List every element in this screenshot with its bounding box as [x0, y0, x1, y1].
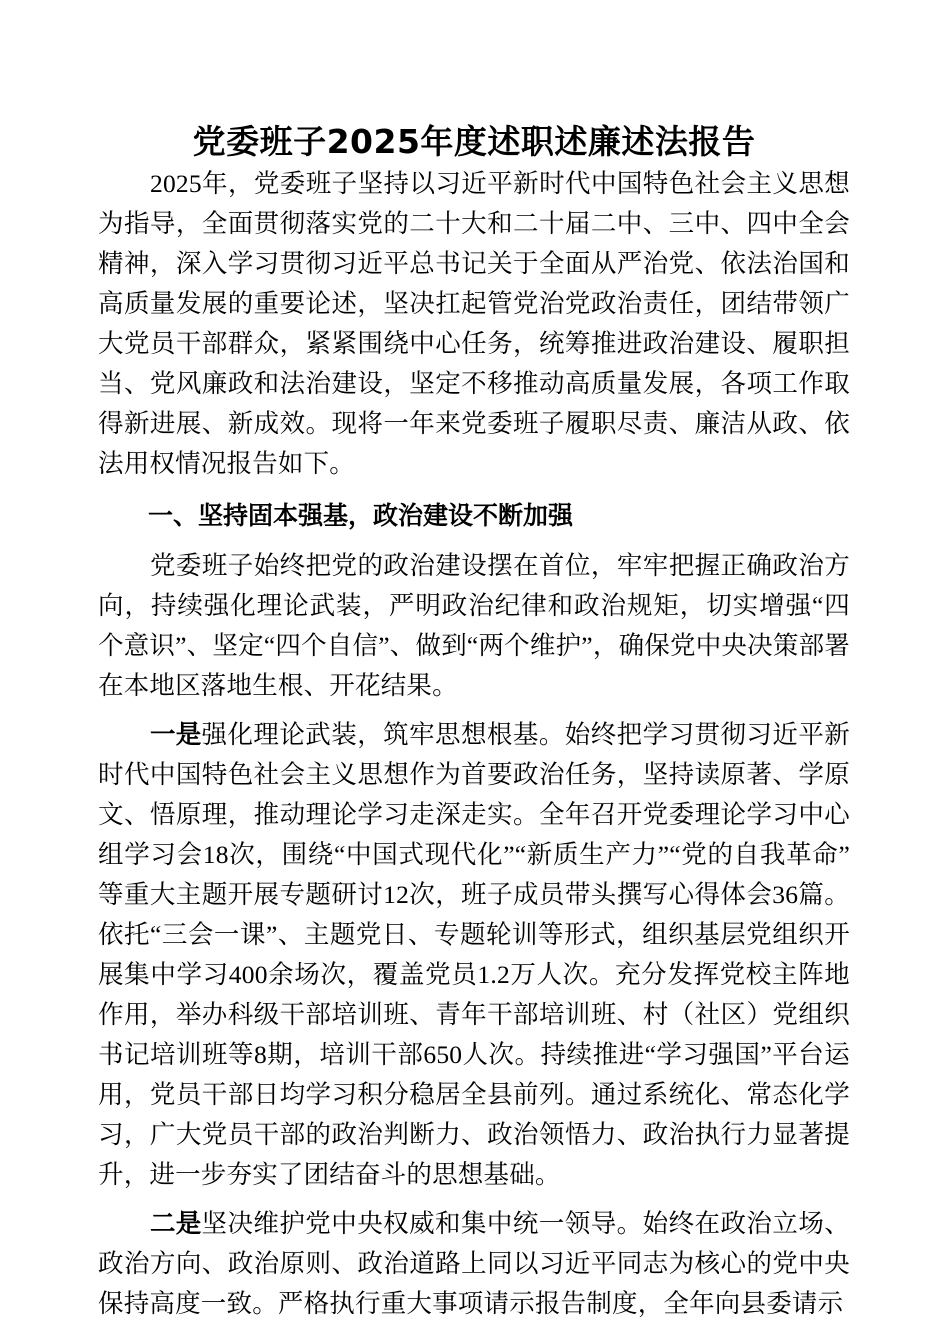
point-two-paragraph	[98, 1204, 850, 1324]
intro-paragraph: 2025年，党委班子坚持以习近平新时代中国特色社会主义思想为指导，全面贯彻落实党的二十大和二十届二中、三中、四中全会精神，深入学习贯彻习近平总书记关于全面从严治党、依法治国和高质量发展的重要论述，坚决扛起管党治党政治责任，团结带领广大党员干部群众，紧紧围绕中心任务，统筹推进政治建设、履职担当、党风廉政和法治建设，坚定不移推动高质量发展，各项工作取得新进展、新成效。现将一年来党委班子履职尽责、廉洁从政、依法用权情况报告如下。	[98, 169, 850, 478]
point-one-lead-in: 一是	[150, 720, 202, 750]
point-two-body: 坚决维护党中央权威和集中统一领导。始终在政治立场、政治方向、政治原则、政治道路上同以习近平同志为核心的党中央保持高度一致。严格执行重大事项请示报告制度，全年向县委请示	[98, 1209, 850, 1318]
document-content-column	[98, 0, 850, 1324]
point-one-paragraph	[98, 715, 850, 1195]
section-1-overview-paragraph: 党委班子始终把党的政治建设摆在首位，牢牢把握正确政治方向，持续强化理论武装，严明政治纪律和政治规矩，切实增强“四个意识”、坚定“四个自信”、做到“两个维护”，确保党中央决策部署在本地区落地生根、开花结果。	[98, 551, 850, 700]
page-title: 党委班子2025年度述职述廉述法报告	[192, 122, 756, 161]
point-one-body: 强化理论武装，筑牢思想根基。始终把学习贯彻习近平新时代中国特色社会主义思想作为首要政治任务，坚持读原著、学原文、悟原理，推动理论学习走深走实。全年召开党委理论学习中心组学习会18次，围绕“中国式现代化”“新质生产力”“党的自我革命”等重大主题开展专题研讨12次，班子成员带头撰写心得体会36篇。依托“三会一课”、主题党日、专题轮训等形式，组织基层党组织开展集中学习400余场次，覆盖党员1.2万人次。充分发挥党校主阵地作用，举办科级干部培训班、青年干部培训班、村（社区）党组织书记培训班等8期，培训干部650人次。持续推进“学习强国”平台运用，党员干部日均学习积分稳居全县前列。通过系统化、常态化学习，广大党员干部的政治判断力、政治领悟力、政治执行力显著提升，进一步夯实了团结奋斗的思想基础。	[98, 720, 850, 1189]
point-two-lead-in: 二是	[150, 1209, 202, 1239]
section-heading-1: 一、坚持固本强基，政治建设不断加强	[148, 501, 574, 530]
